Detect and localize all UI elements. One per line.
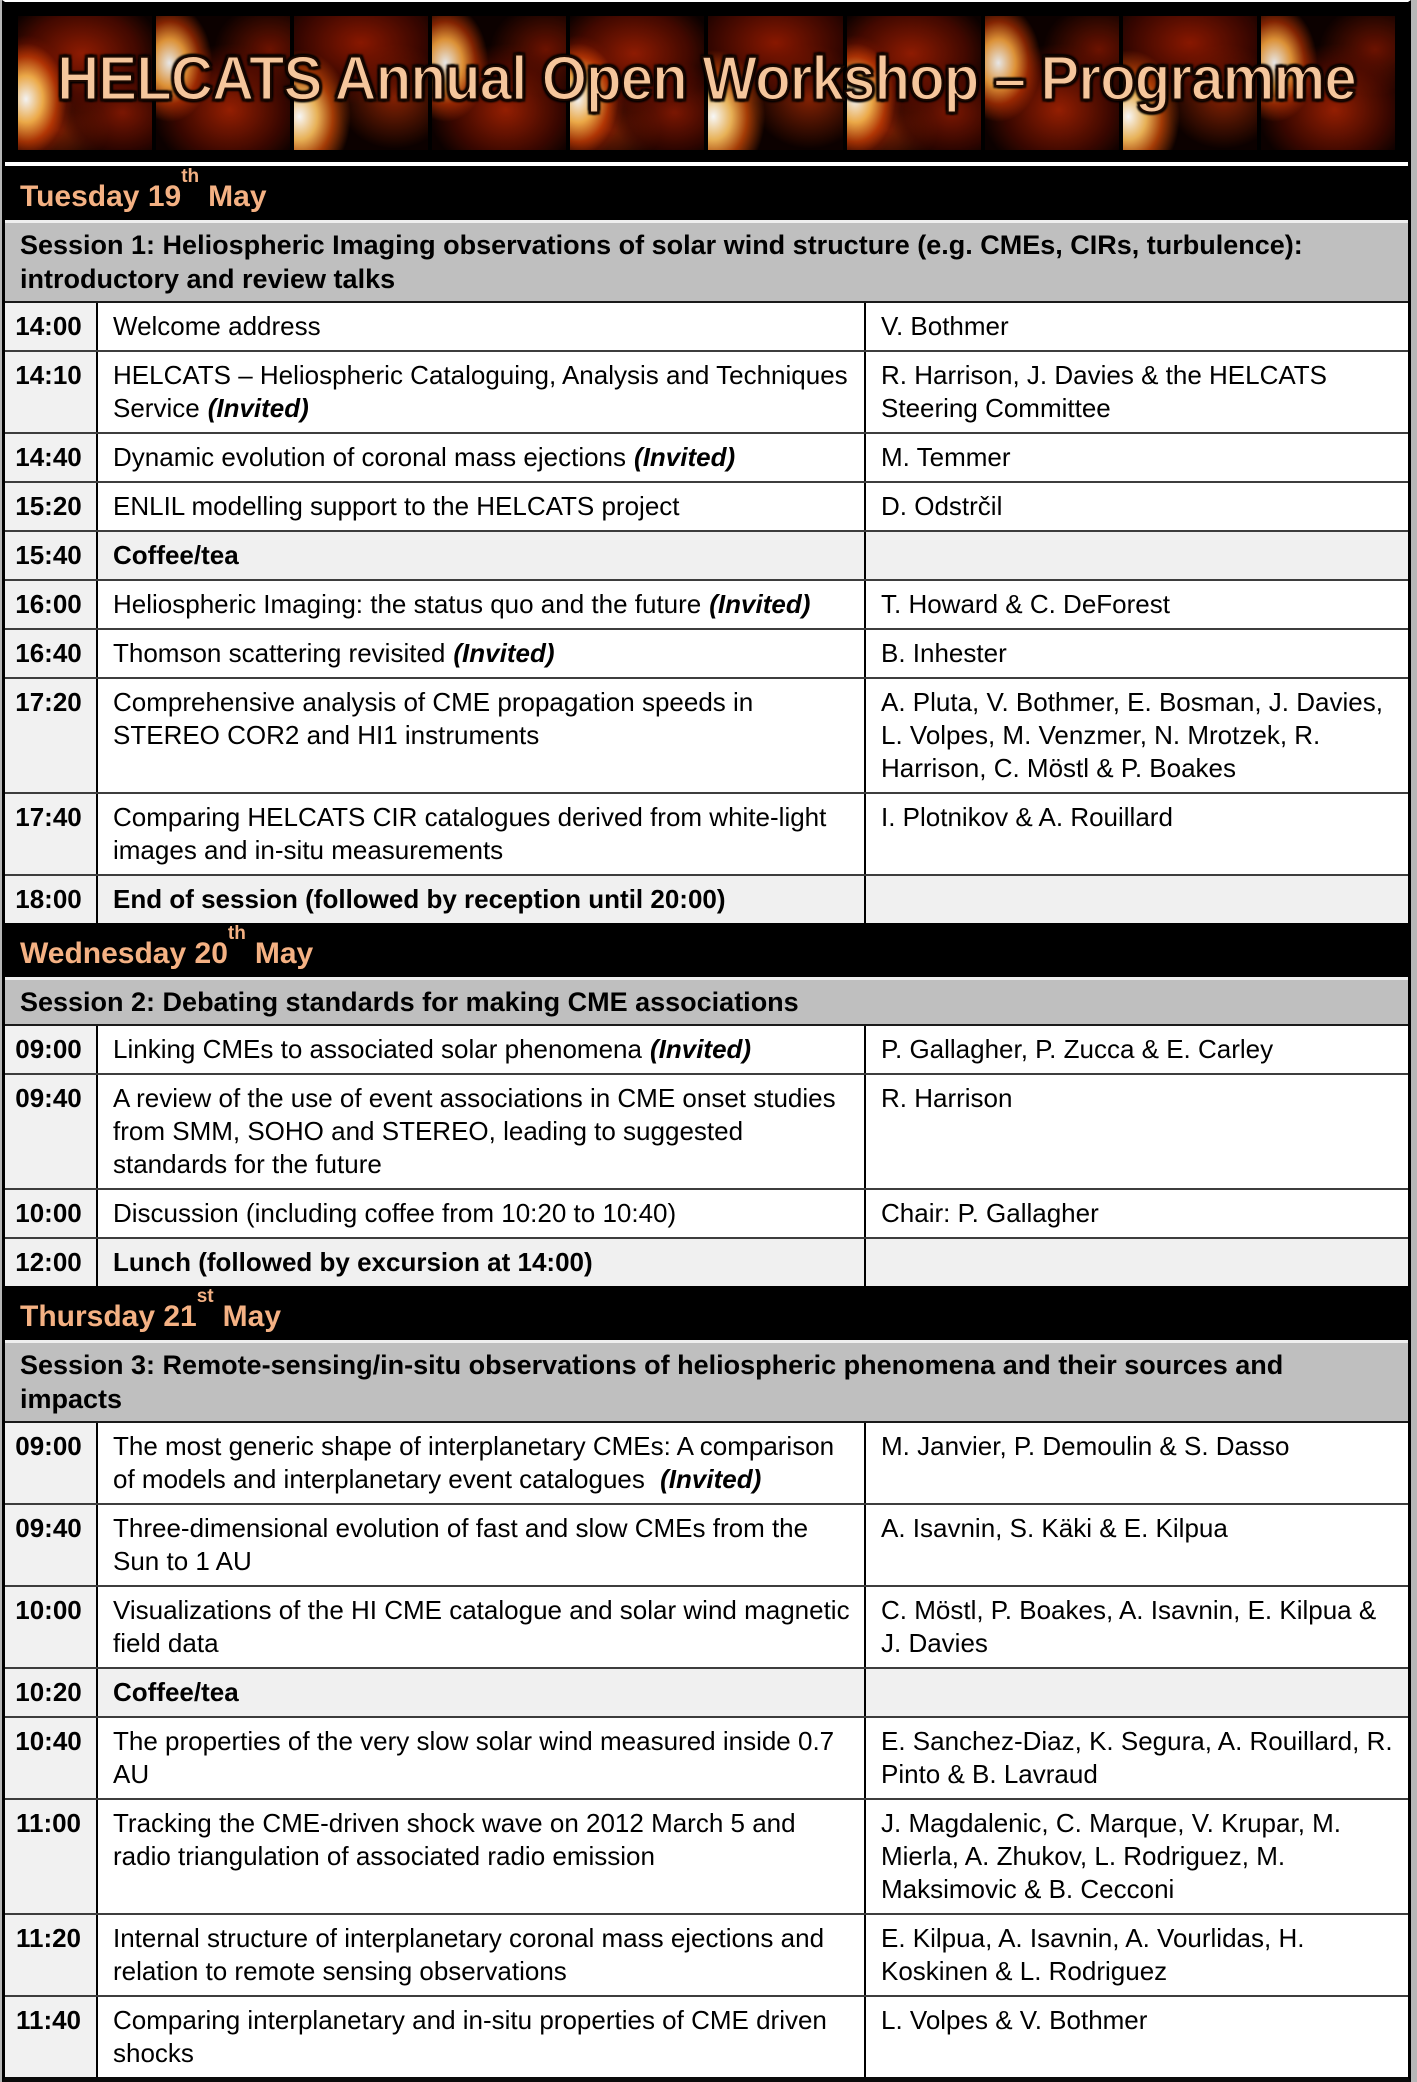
day-name: Wednesday 20	[20, 937, 228, 970]
time-cell: 10:40	[5, 1718, 98, 1798]
speakers-cell: M. Temmer	[881, 442, 1011, 472]
speakers-cell: Chair: P. Gallagher	[881, 1198, 1099, 1228]
day-name: Thursday 21	[20, 1300, 197, 1333]
talk-title-cell	[98, 876, 866, 923]
time-cell: 14:00	[5, 303, 98, 350]
speakers-cell: E. Sanchez-Diaz, K. Segura, A. Rouillard, R. Pinto & B. Lavraud	[881, 1726, 1393, 1789]
programme-row	[5, 792, 1408, 874]
speakers-cell: V. Bothmer	[881, 311, 1009, 341]
talk-title-cell	[98, 679, 866, 792]
speakers-cell: M. Janvier, P. Demoulin & S. Dasso	[881, 1431, 1290, 1461]
time-cell: 10:20	[5, 1669, 98, 1716]
talk-title: The properties of the very slow solar wind measured inside 0.7 AU	[113, 1726, 835, 1789]
speakers-cell	[866, 1669, 1408, 1716]
talk-title: ENLIL modelling support to the HELCATS project	[113, 491, 680, 521]
talk-title: Welcome address	[113, 311, 321, 341]
day-header	[5, 923, 1408, 977]
session-rows	[5, 303, 1408, 923]
talk-title-cell	[98, 532, 866, 579]
talk-title-cell	[98, 1800, 866, 1913]
talk-title-cell	[98, 1190, 866, 1237]
invited-flag: (Invited)	[649, 1034, 752, 1064]
programme-row	[5, 530, 1408, 579]
talk-title-cell	[98, 581, 866, 628]
programme-row	[5, 1585, 1408, 1667]
talk-title-cell	[98, 1505, 866, 1585]
time-cell: 14:40	[5, 434, 98, 481]
time-cell: 18:00	[5, 876, 98, 923]
session-rows	[5, 1423, 1408, 2077]
time-cell: 16:40	[5, 630, 98, 677]
programme-row	[5, 1026, 1408, 1073]
session-title: Session 3: Remote-sensing/in-situ observations of heliospheric phenomena and their sources and impacts	[20, 1350, 1284, 1414]
programme-page	[2, 0, 1411, 2082]
speakers-cell: R. Harrison, J. Davies & the HELCATS Steering Committee	[881, 360, 1327, 423]
session-title: Session 1: Heliospheric Imaging observations of solar wind structure (e.g. CMEs, CIRs, turbulence): introductory and review talks	[20, 230, 1303, 294]
time-cell: 16:00	[5, 581, 98, 628]
time-cell: 17:20	[5, 679, 98, 792]
speakers-cell: J. Magdalenic, C. Marque, V. Krupar, M. Mierla, A. Zhukov, L. Rodriguez, M. Maksimovic & B. Cecconi	[881, 1808, 1342, 1904]
talk-title: Lunch (followed by excursion at 14:00)	[113, 1247, 593, 1277]
speakers-cell	[866, 1239, 1408, 1286]
programme-row	[5, 1995, 1408, 2077]
talk-title: Three-dimensional evolution of fast and slow CMEs from the Sun to 1 AU	[113, 1513, 809, 1576]
talk-title-cell	[98, 1915, 866, 1995]
session-header	[5, 220, 1408, 303]
talk-title: Linking CMEs to associated solar phenomena	[113, 1034, 642, 1064]
programme-row	[5, 874, 1408, 923]
talk-title-cell	[98, 1587, 866, 1667]
page-title: HELCATS Annual Open Workshop – Programme	[57, 44, 1356, 114]
speakers-cell: P. Gallagher, P. Zucca & E. Carley	[881, 1034, 1274, 1064]
programme-row	[5, 1716, 1408, 1798]
day-ordinal: th	[227, 923, 246, 944]
day-header	[5, 166, 1408, 220]
programme-row	[5, 303, 1408, 350]
time-cell: 09:00	[5, 1026, 98, 1073]
talk-title: Comparing interplanetary and in-situ properties of CME driven shocks	[113, 2005, 827, 2068]
programme-row	[5, 1423, 1408, 1503]
invited-flag: (Invited)	[660, 1464, 762, 1494]
time-cell: 17:40	[5, 794, 98, 874]
talk-title-cell	[98, 1239, 866, 1286]
speakers-cell: A. Isavnin, S. Käki & E. Kilpua	[881, 1513, 1228, 1543]
speakers-cell: R. Harrison	[881, 1083, 1013, 1113]
talk-title-cell	[98, 434, 866, 481]
session-title: Session 2: Debating standards for making CME associations	[20, 987, 799, 1017]
speakers-cell	[866, 876, 1408, 923]
talk-title: Internal structure of interplanetary coronal mass ejections and relation to remote sensing observations	[113, 1923, 825, 1986]
time-cell: 10:00	[5, 1587, 98, 1667]
talk-title: The most generic shape of interplanetary CMEs: A comparison of models and interplanetary event catalogues	[113, 1431, 835, 1494]
time-cell: 09:40	[5, 1075, 98, 1188]
programme-row	[5, 1667, 1408, 1716]
talk-title: Discussion (including coffee from 10:20 to 10:40)	[113, 1198, 677, 1228]
session-rows	[5, 1026, 1408, 1286]
invited-flag: (Invited)	[453, 638, 555, 668]
programme-row	[5, 1073, 1408, 1188]
talk-title-cell	[98, 303, 866, 350]
talk-title-cell	[98, 794, 866, 874]
programme-row	[5, 677, 1408, 792]
day-month: May	[208, 180, 267, 213]
talk-title: End of session (followed by reception until 20:00)	[113, 884, 726, 914]
time-cell: 11:00	[5, 1800, 98, 1913]
programme-row	[5, 1503, 1408, 1585]
speakers-cell: B. Inhester	[881, 638, 1007, 668]
talk-title-cell	[98, 483, 866, 530]
programme-row	[5, 350, 1408, 432]
banner	[5, 2, 1408, 162]
talk-title: Heliospheric Imaging: the status quo and the future	[113, 589, 702, 619]
speakers-cell: L. Volpes & V. Bothmer	[881, 2005, 1148, 2035]
speakers-cell	[866, 532, 1408, 579]
time-cell: 11:40	[5, 1997, 98, 2077]
speakers-cell: T. Howard & C. DeForest	[881, 589, 1170, 619]
speakers-cell: D. Odstrčil	[881, 491, 1003, 521]
programme-row	[5, 628, 1408, 677]
session-header	[5, 1340, 1408, 1423]
talk-title: Comparing HELCATS CIR catalogues derived from white-light images and in-situ measurements	[113, 802, 827, 865]
talk-title: Comprehensive analysis of CME propagation speeds in STEREO COR2 and HI1 instruments	[113, 687, 754, 750]
day-name: Tuesday 19	[20, 180, 182, 213]
day-ordinal: th	[181, 166, 200, 187]
speakers-cell: A. Pluta, V. Bothmer, E. Bosman, J. Davies, L. Volpes, M. Venzmer, N. Mrotzek, R. Harrison, C. Möstl & P. Boakes	[881, 687, 1383, 783]
time-cell: 15:40	[5, 532, 98, 579]
talk-title: Visualizations of the HI CME catalogue and solar wind magnetic field data	[113, 1595, 850, 1658]
speakers-cell: E. Kilpua, A. Isavnin, A. Vourlidas, H. Koskinen & L. Rodriguez	[881, 1923, 1305, 1986]
programme-row	[5, 1913, 1408, 1995]
programme-row	[5, 1237, 1408, 1286]
talk-title: Dynamic evolution of coronal mass ejections	[113, 442, 627, 472]
time-cell: 12:00	[5, 1239, 98, 1286]
time-cell: 09:00	[5, 1423, 98, 1503]
day-section	[5, 166, 1408, 923]
speakers-cell: I. Plotnikov & A. Rouillard	[881, 802, 1173, 832]
talk-title-cell	[98, 352, 866, 432]
programme-row	[5, 579, 1408, 628]
day-section	[5, 1286, 1408, 2077]
talk-title: Coffee/tea	[113, 540, 239, 570]
talk-title: Thomson scattering revisited	[113, 638, 446, 668]
day-month: May	[222, 1300, 281, 1333]
time-cell: 15:20	[5, 483, 98, 530]
time-cell: 10:00	[5, 1190, 98, 1237]
talk-title-cell	[98, 1075, 866, 1188]
talk-title: Tracking the CME-driven shock wave on 2012 March 5 and radio triangulation of associated radio emission	[113, 1808, 796, 1871]
talk-title: Coffee/tea	[113, 1677, 239, 1707]
time-cell: 09:40	[5, 1505, 98, 1585]
talk-title-cell	[98, 1997, 866, 2077]
day-month: May	[254, 937, 314, 970]
talk-title-cell	[98, 630, 866, 677]
session-header	[5, 977, 1408, 1026]
invited-flag: (Invited)	[709, 589, 811, 619]
programme-row	[5, 1188, 1408, 1237]
day-ordinal: st	[196, 1286, 214, 1307]
talk-title-cell	[98, 1026, 866, 1073]
day-section	[5, 923, 1408, 1286]
speakers-cell: C. Möstl, P. Boakes, A. Isavnin, E. Kilpua & J. Davies	[881, 1595, 1377, 1658]
time-cell: 11:20	[5, 1915, 98, 1995]
talk-title-cell	[98, 1423, 866, 1503]
talk-title-cell	[98, 1669, 866, 1716]
talk-title: HELCATS – Heliospheric Cataloguing, Analysis and Techniques Service	[113, 360, 848, 423]
day-header	[5, 1286, 1408, 1340]
programme-row	[5, 1798, 1408, 1913]
programme-table	[5, 166, 1408, 2077]
programme-row	[5, 432, 1408, 481]
invited-flag: (Invited)	[634, 442, 736, 472]
invited-flag: (Invited)	[207, 393, 309, 423]
talk-title: A review of the use of event associations in CME onset studies from SMM, SOHO and STEREO, leading to suggested standards for the future	[113, 1083, 836, 1179]
talk-title-cell	[98, 1718, 866, 1798]
programme-row	[5, 481, 1408, 530]
time-cell: 14:10	[5, 352, 98, 432]
